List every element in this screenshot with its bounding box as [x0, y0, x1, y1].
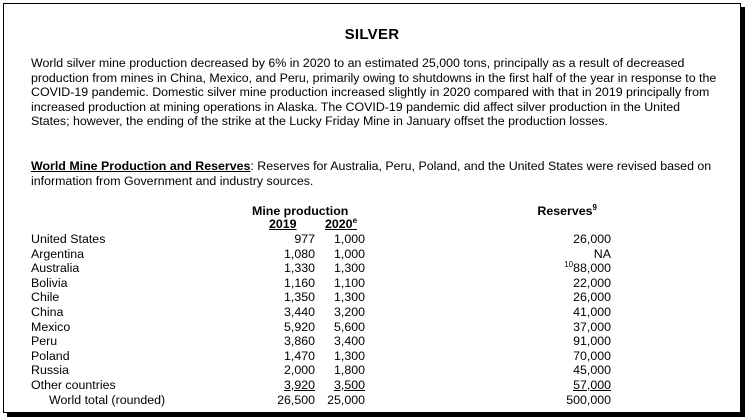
- value-reserves: [564, 261, 611, 276]
- value-2020: 3,500: [333, 377, 365, 392]
- value-reserves: 37,000: [573, 319, 611, 334]
- table-row: [31, 232, 631, 247]
- table-total-row: [31, 393, 631, 408]
- production-table: [31, 232, 631, 407]
- value-2019: 3,920: [283, 377, 315, 392]
- country-name: United States: [31, 232, 106, 246]
- col-2020-header: [325, 217, 357, 231]
- value-2020: 3,200: [333, 304, 365, 319]
- value-2019: 3,860: [283, 334, 315, 349]
- country-name: Peru: [31, 334, 58, 349]
- value-2020: 5,600: [333, 319, 365, 334]
- reserves-section-heading: World Mine Production and Reserves: [31, 159, 251, 173]
- table-row: [31, 334, 631, 349]
- value-2019: 3,440: [283, 304, 315, 319]
- reserves-heading-colon: :: [250, 159, 254, 173]
- value-2019: 2,000: [283, 363, 315, 378]
- reserves-footnote-sup: 10: [564, 260, 574, 270]
- col-2020-label: 2020: [325, 217, 353, 231]
- total-label: World total (rounded): [49, 392, 166, 407]
- total-reserves: 500,000: [566, 392, 611, 407]
- table-row: [31, 290, 631, 305]
- value-reserves: 26,000: [573, 290, 611, 305]
- country-name: Australia: [31, 261, 80, 276]
- reserves-number: 88,000: [573, 261, 611, 276]
- value-2020: 1,000: [333, 232, 365, 246]
- table-row: [31, 305, 631, 320]
- mine-production-header: Mine production: [252, 204, 349, 218]
- reserves-header-label: Reserves: [537, 204, 593, 218]
- value-reserves: 26,000: [573, 232, 611, 246]
- table-row: [31, 247, 631, 262]
- value-reserves: 45,000: [573, 363, 611, 378]
- value-2019: 1,160: [283, 275, 315, 290]
- table-row: [31, 276, 631, 291]
- country-name: Argentina: [31, 246, 85, 261]
- value-2019: 1,470: [283, 348, 315, 363]
- value-reserves: 70,000: [573, 348, 611, 363]
- page-title: SILVER: [344, 26, 400, 43]
- country-name: Chile: [31, 290, 60, 305]
- intro-paragraph: World silver mine production decreased by 6% in 2020 to an estimated 25,000 tons, principally as a result of decreased production from mines in China, Mexico, and Peru, primarily owing to shutdowns in the first half of the year in response to the COVID-19 pandemic. Domestic silver mine production increased slightly in 2020 compared with that in 2019 principally from increased production at mining operations in Alaska. The COVID-19 pandemic did affect silver production in the United States; however, the ending of the strike at the Lucky Friday Mine in January offset the production losses.: [31, 56, 717, 129]
- country-name: Mexico: [31, 319, 71, 334]
- value-2020: 1,300: [333, 261, 365, 276]
- table-row: [31, 378, 631, 393]
- table-row: [31, 320, 631, 335]
- value-2019: 977: [294, 232, 315, 246]
- reserves-section-text: Reserves for Australia, Peru, Poland, and the United States were revised based on information from Government and industry sources.: [31, 159, 712, 188]
- total-2020: 25,000: [327, 392, 365, 407]
- value-reserves: NA: [593, 246, 611, 261]
- table-row: [31, 363, 631, 378]
- value-2019: 5,920: [283, 319, 315, 334]
- country-name: Bolivia: [31, 275, 68, 290]
- total-2019: 26,500: [277, 392, 315, 407]
- value-2020: 1,100: [333, 275, 365, 290]
- value-2020: 1,300: [333, 348, 365, 363]
- table-row: [31, 349, 631, 364]
- col-2019-header: 2019: [269, 217, 297, 231]
- col-2020-estimate-sup: e: [352, 215, 358, 225]
- value-2020: 3,400: [333, 334, 365, 349]
- country-name: Poland: [31, 348, 70, 363]
- table-row: [31, 261, 631, 276]
- value-2020: 1,300: [333, 290, 365, 305]
- value-2019: 1,080: [283, 246, 315, 261]
- value-2019: 1,350: [283, 290, 315, 305]
- value-2019: 1,330: [283, 261, 315, 276]
- value-2020: 1,800: [333, 363, 365, 378]
- value-reserves: 91,000: [573, 334, 611, 349]
- reserves-header: [537, 204, 597, 218]
- value-reserves: 41,000: [573, 304, 611, 319]
- country-name: China: [31, 304, 64, 319]
- value-reserves: 57,000: [573, 377, 611, 392]
- country-name: Other countries: [31, 377, 116, 392]
- value-reserves: 22,000: [573, 275, 611, 290]
- reserves-paragraph: [31, 159, 721, 188]
- reserves-footnote-sup: 9: [592, 202, 597, 212]
- document-page: [3, 3, 741, 413]
- country-name: Russia: [31, 363, 69, 378]
- value-2020: 1,000: [333, 246, 365, 261]
